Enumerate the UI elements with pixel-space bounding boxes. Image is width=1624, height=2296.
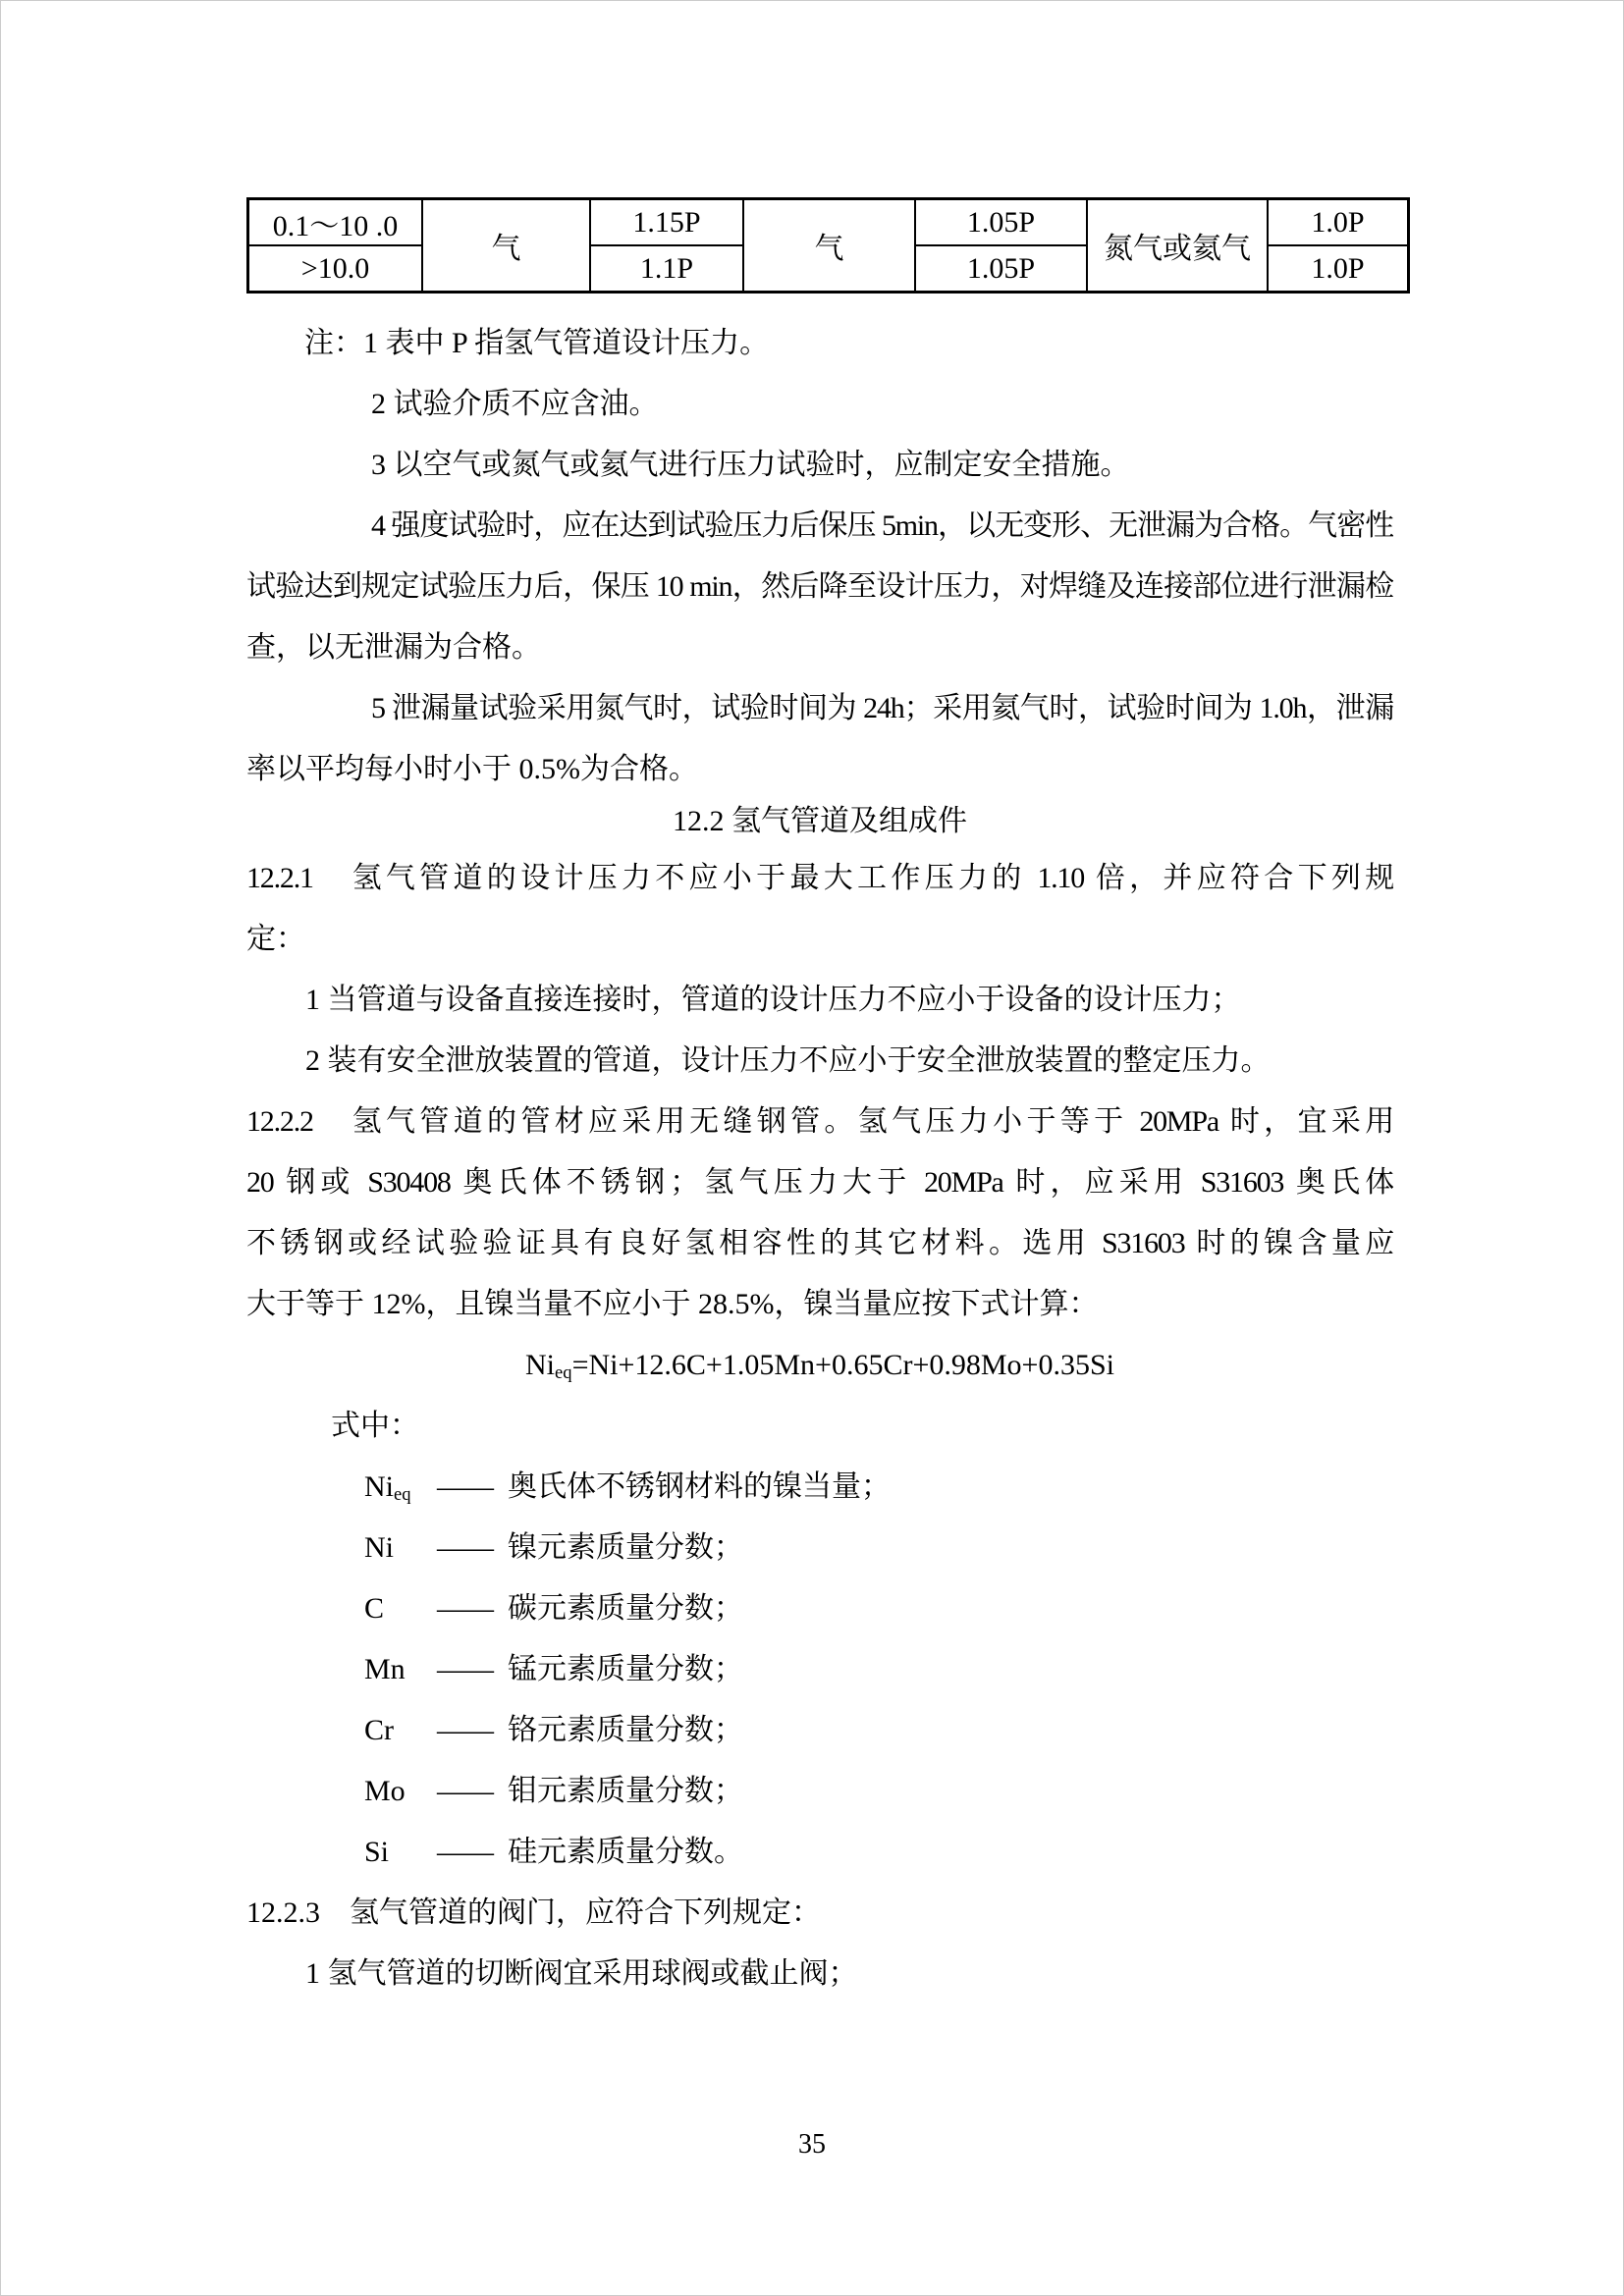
formula-expression: =Ni+12.6C+1.05Mn+0.65Cr+0.98Mo+0.35Si bbox=[571, 1349, 1114, 1381]
definition-dash: —— bbox=[437, 1836, 492, 1868]
table-cell-leak-pressure-2: 1.0P bbox=[1268, 245, 1409, 293]
clause-12-2-1-line-1: 12.2.1 氢气管道的设计压力不应小于最大工作压力的 1.10 倍，并应符合下列规 bbox=[246, 862, 1393, 894]
definition-symbol bbox=[364, 1761, 437, 1822]
table-cell-leak-pressure-1: 1.0P bbox=[1268, 199, 1409, 246]
definition-description: 锰元素质量分数； bbox=[508, 1653, 743, 1685]
document-body bbox=[246, 1, 1393, 2004]
definition-symbol bbox=[364, 1457, 437, 1518]
note-2: 2 试验介质不应含油。 bbox=[371, 388, 659, 420]
symbol-text: Ni bbox=[364, 1470, 394, 1503]
where-label: 式中： bbox=[331, 1410, 419, 1442]
definition-dash: —— bbox=[437, 1592, 492, 1625]
definition-row-nieq bbox=[246, 1457, 1393, 1518]
clause-12-2-3-line-1: 12.2.3 氢气管道的阀门，应符合下列规定： bbox=[246, 1896, 821, 1929]
nickel-equivalent-formula bbox=[246, 1335, 1393, 1396]
definition-dash: —— bbox=[437, 1775, 492, 1807]
table-cell-tightness-pressure-2: 1.05P bbox=[915, 245, 1087, 293]
symbol-subscript: eq bbox=[394, 1484, 411, 1506]
clause-12-2-3-item-1: 1 氢气管道的切断阀宜采用球阀或截止阀； bbox=[305, 1957, 858, 1990]
page-number: 35 bbox=[798, 2129, 826, 2160]
definition-description: 镍元素质量分数； bbox=[508, 1531, 743, 1564]
clause-12-2-2-line-2: 20 钢或 S30408 奥氏体不锈钢；氢气压力大于 20MPa 时，应采用 S31603 奥氏体 bbox=[246, 1166, 1393, 1199]
note-1: 注：1 表中 P 指氢气管道设计压力。 bbox=[304, 327, 770, 359]
definition-dash: —— bbox=[437, 1470, 492, 1503]
definition-description: 奥氏体不锈钢材料的镍当量； bbox=[508, 1470, 891, 1503]
symbol-text: Si bbox=[364, 1836, 390, 1868]
pressure-test-table bbox=[246, 197, 1410, 294]
definition-row-c bbox=[246, 1578, 1393, 1639]
note-4-line-2: 试验达到规定试验压力后，保压 10 min，然后降至设计压力，对焊缝及连接部位进行泄漏检 bbox=[246, 570, 1393, 603]
definition-dash: —— bbox=[437, 1714, 492, 1746]
table-cell-medium-2: 气 bbox=[743, 199, 915, 293]
definition-description: 碳元素质量分数； bbox=[508, 1592, 743, 1625]
clause-12-2-1-item-2: 2 装有安全泄放装置的管道，设计压力不应小于安全泄放装置的整定压力。 bbox=[305, 1044, 1271, 1077]
definition-row-ni bbox=[246, 1518, 1393, 1578]
definition-row-mo bbox=[246, 1761, 1393, 1822]
definition-symbol bbox=[364, 1518, 437, 1578]
definition-dash: —— bbox=[437, 1531, 492, 1564]
definition-row-si bbox=[246, 1822, 1393, 1883]
definition-symbol bbox=[364, 1822, 437, 1883]
definition-dash: —— bbox=[437, 1653, 492, 1685]
clause-12-2-2-line-1: 12.2.2 氢气管道的管材应采用无缝钢管。氢气压力小于等于 20MPa 时，宜采用 bbox=[246, 1105, 1393, 1138]
definition-symbol bbox=[364, 1639, 437, 1700]
note-5-line-2: 率以平均每小时小于 0.5%为合格。 bbox=[246, 753, 698, 785]
definition-description: 硅元素质量分数。 bbox=[508, 1836, 743, 1868]
formula-subscript: eq bbox=[555, 1362, 572, 1384]
note-5-line-1: 5 泄漏量试验采用氮气时，试验时间为 24h；采用氦气时，试验时间为 1.0h，泄漏 bbox=[371, 692, 1393, 724]
symbol-text: Mn bbox=[364, 1653, 406, 1685]
note-4-line-1: 4 强度试验时，应在达到试验压力后保压 5min，以无变形、无泄漏为合格。气密性 bbox=[371, 509, 1393, 542]
note-3: 3 以空气或氮气或氦气进行压力试验时，应制定安全措施。 bbox=[371, 449, 1130, 481]
clause-12-2-2-line-3: 不锈钢或经试验验证具有良好氢相容性的其它材料。选用 S31603 时的镍含量应 bbox=[246, 1227, 1393, 1259]
symbol-text: C bbox=[364, 1592, 385, 1625]
table-cell-strength-pressure-2: 1.1P bbox=[590, 245, 743, 293]
table-cell-pressure-range-1: 0.1～10 .0 bbox=[248, 199, 423, 246]
table-cell-strength-pressure-1: 1.15P bbox=[590, 199, 743, 246]
formula-base: Ni bbox=[525, 1349, 556, 1381]
definition-symbol bbox=[364, 1578, 437, 1639]
clause-12-2-2-line-4: 大于等于 12%，且镍当量不应小于 28.5%，镍当量应按下式计算： bbox=[246, 1288, 1099, 1320]
definition-description: 钼元素质量分数； bbox=[508, 1775, 743, 1807]
clause-12-2-1-line-2: 定： bbox=[246, 923, 305, 955]
symbol-text: Mo bbox=[364, 1775, 406, 1807]
table-row bbox=[248, 199, 1409, 246]
table-cell-leak-test-medium: 氮气或氦气 bbox=[1087, 199, 1268, 293]
definition-row-cr bbox=[246, 1700, 1393, 1761]
table-cell-pressure-range-2: >10.0 bbox=[248, 245, 423, 293]
clause-12-2-1-item-1: 1 当管道与设备直接连接时，管道的设计压力不应小于设备的设计压力； bbox=[305, 984, 1241, 1016]
table-cell-tightness-pressure-1: 1.05P bbox=[915, 199, 1087, 246]
symbol-text: Ni bbox=[364, 1531, 394, 1564]
definition-symbol bbox=[364, 1700, 437, 1761]
definition-row-mn bbox=[246, 1639, 1393, 1700]
definition-description: 铬元素质量分数； bbox=[508, 1714, 743, 1746]
symbol-text: Cr bbox=[364, 1714, 394, 1746]
section-heading-12-2: 12.2 氢气管道及组成件 bbox=[673, 805, 967, 837]
note-4-line-3: 查，以无泄漏为合格。 bbox=[246, 631, 541, 664]
table-cell-medium-1: 气 bbox=[422, 199, 590, 293]
